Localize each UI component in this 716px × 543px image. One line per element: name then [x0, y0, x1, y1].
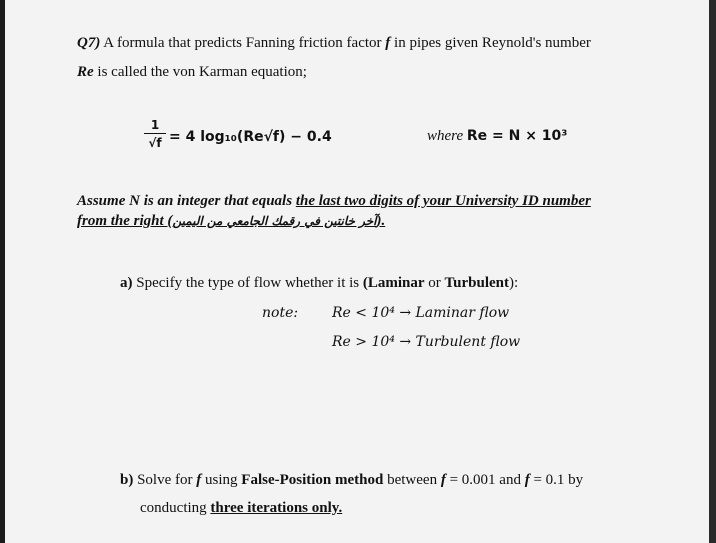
part-a-prompt: a) Specify the type of flow whether it is (Laminar or Turbulent): — [120, 275, 519, 291]
right-edge-shadow — [709, 0, 716, 543]
part-a-note-label: note: — [262, 305, 299, 321]
part-a-note-laminar: Re < 10⁴ → Laminar flow — [332, 305, 510, 321]
part-b-prompt-line1: b) Solve for f using False-Position method between f = 0.001 and f = 0.1 by — [120, 472, 584, 488]
question-intro-line2: Re is called the von Karman equation; — [77, 64, 307, 80]
part-a-note-turbulent: Re > 10⁴ → Turbulent flow — [332, 334, 521, 350]
equation-rhs: = 4 log₁₀(Re√f) − 0.4 — [169, 129, 332, 145]
question-number: Q7) — [77, 35, 101, 51]
equation-fraction: 1 √f — [144, 118, 166, 151]
assumption-line1: Assume N is an integer that equals the last two digits of your University ID number — [77, 193, 591, 209]
question-intro-line1: Q7) A formula that predicts Fanning friction factor f in pipes given Reynold's number — [77, 35, 591, 51]
part-b-prompt-line2: conducting three iterations only. — [140, 500, 343, 516]
equation-where: where Re = N × 10³ — [427, 128, 568, 144]
assumption-line2: from the right (آخر خانتين في رقمك الجامعي من اليمين). — [77, 213, 386, 229]
left-edge-shadow — [0, 0, 5, 543]
